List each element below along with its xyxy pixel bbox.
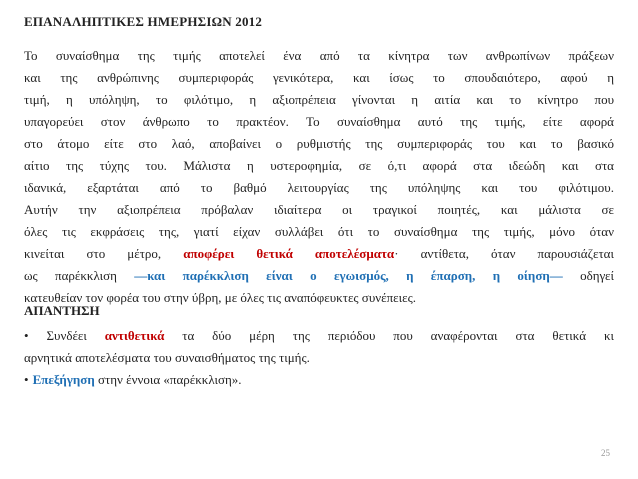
line-text: κινείται στο μέτρο, — [24, 246, 184, 261]
highlight-deviation-explanation: —και παρέκκλιση είναι ο εγωισμός, η έπαρση, η οίηση— — [134, 268, 563, 283]
highlight-contrastive: αντιθετικά — [104, 328, 165, 343]
answer-bullet-1-cont: αρνητικά αποτελέσματα του συναισθήματος της τιμής. — [24, 350, 310, 365]
highlight-explanation: Επεξήγηση — [32, 372, 95, 387]
paragraph-line-highlight — [24, 243, 614, 265]
paragraph-line: υπαγορεύει στον άνθρωπο το πρακτέον. Το συναίσθημα αυτό της τιμής, είτε αφορά — [24, 114, 614, 129]
paragraph-line-highlight — [24, 265, 614, 287]
document-title: ΕΠΑΝΑΛΗΠΤΙΚΕΣ ΗΜΕΡΗΣΙΩΝ 2012 — [24, 14, 263, 29]
paragraph-line: όλες τις εκφράσεις της, γιατί είχαν συλλάβει ότι το συναίσθημα της τιμής, μόνο όταν — [24, 224, 614, 239]
highlight-positive-results: αποφέρει θετικά αποτελέσματα — [183, 246, 395, 261]
paragraph-line: κατευθείαν τον φορέα του στην ύβρη, με όλες τις αναπόφευκτες συνέπειες. — [24, 290, 416, 305]
page-number: 25 — [601, 448, 610, 458]
bullet-text: τα δύο μέρη της περιόδου που αναφέρονται στα θετικά κι — [164, 328, 614, 343]
answer-heading: ΑΠΑΝΤΗΣΗ — [24, 303, 100, 318]
line-text: ως παρέκκλιση — [24, 268, 135, 283]
bullet-mark: • — [24, 372, 29, 387]
paragraph-line: και της ανθρώπινης συμπεριφοράς γενικότερα, και ίσως το σπουδαιότερο, αφού η — [24, 70, 614, 85]
paragraph-line: τιμή, η υπόληψη, το φιλότιμο, η αξιοπρέπεια γίνονται η αιτία και το κίνητρο που — [24, 92, 614, 107]
answer-bullet-1 — [24, 325, 614, 347]
line-text: · αντίθετα, όταν παρουσιάζεται — [394, 246, 614, 261]
paragraph-line: στο άτομο είτε στο λαό, αποβαίνει ο ρυθμιστής της συμπεριφοράς του και το βασικό — [24, 136, 614, 151]
bullet-text: στην έννοια «παρέκκλιση». — [94, 372, 242, 387]
paragraph-line: Το συναίσθημα της τιμής αποτελεί ένα από τα κίνητρα των ανθρωπίνων πράξεων — [24, 48, 614, 63]
line-text: οδηγεί — [562, 268, 614, 283]
paragraph-line: αίτιο της τύχης του. Μάλιστα η υστεροφημία, σε ό,τι αφορά στα ιδεώδη και στα — [24, 158, 614, 173]
paragraph-line: Αυτήν την αξιοπρέπεια πρόβαλαν ιδιαίτερα οι τραγικοί ποιητές, και μάλιστα σε — [24, 202, 614, 217]
bullet-text: Συνδέει — [28, 328, 105, 343]
answer-list — [24, 325, 614, 391]
answer-bullet-2 — [24, 369, 614, 391]
source-paragraph — [24, 45, 614, 309]
bullet-mark: • — [24, 328, 29, 343]
paragraph-line: ιδανικά, εξαρτάται από το βαθμό λειτουργίας της υπόληψης και του φιλότιμου. — [24, 180, 614, 195]
